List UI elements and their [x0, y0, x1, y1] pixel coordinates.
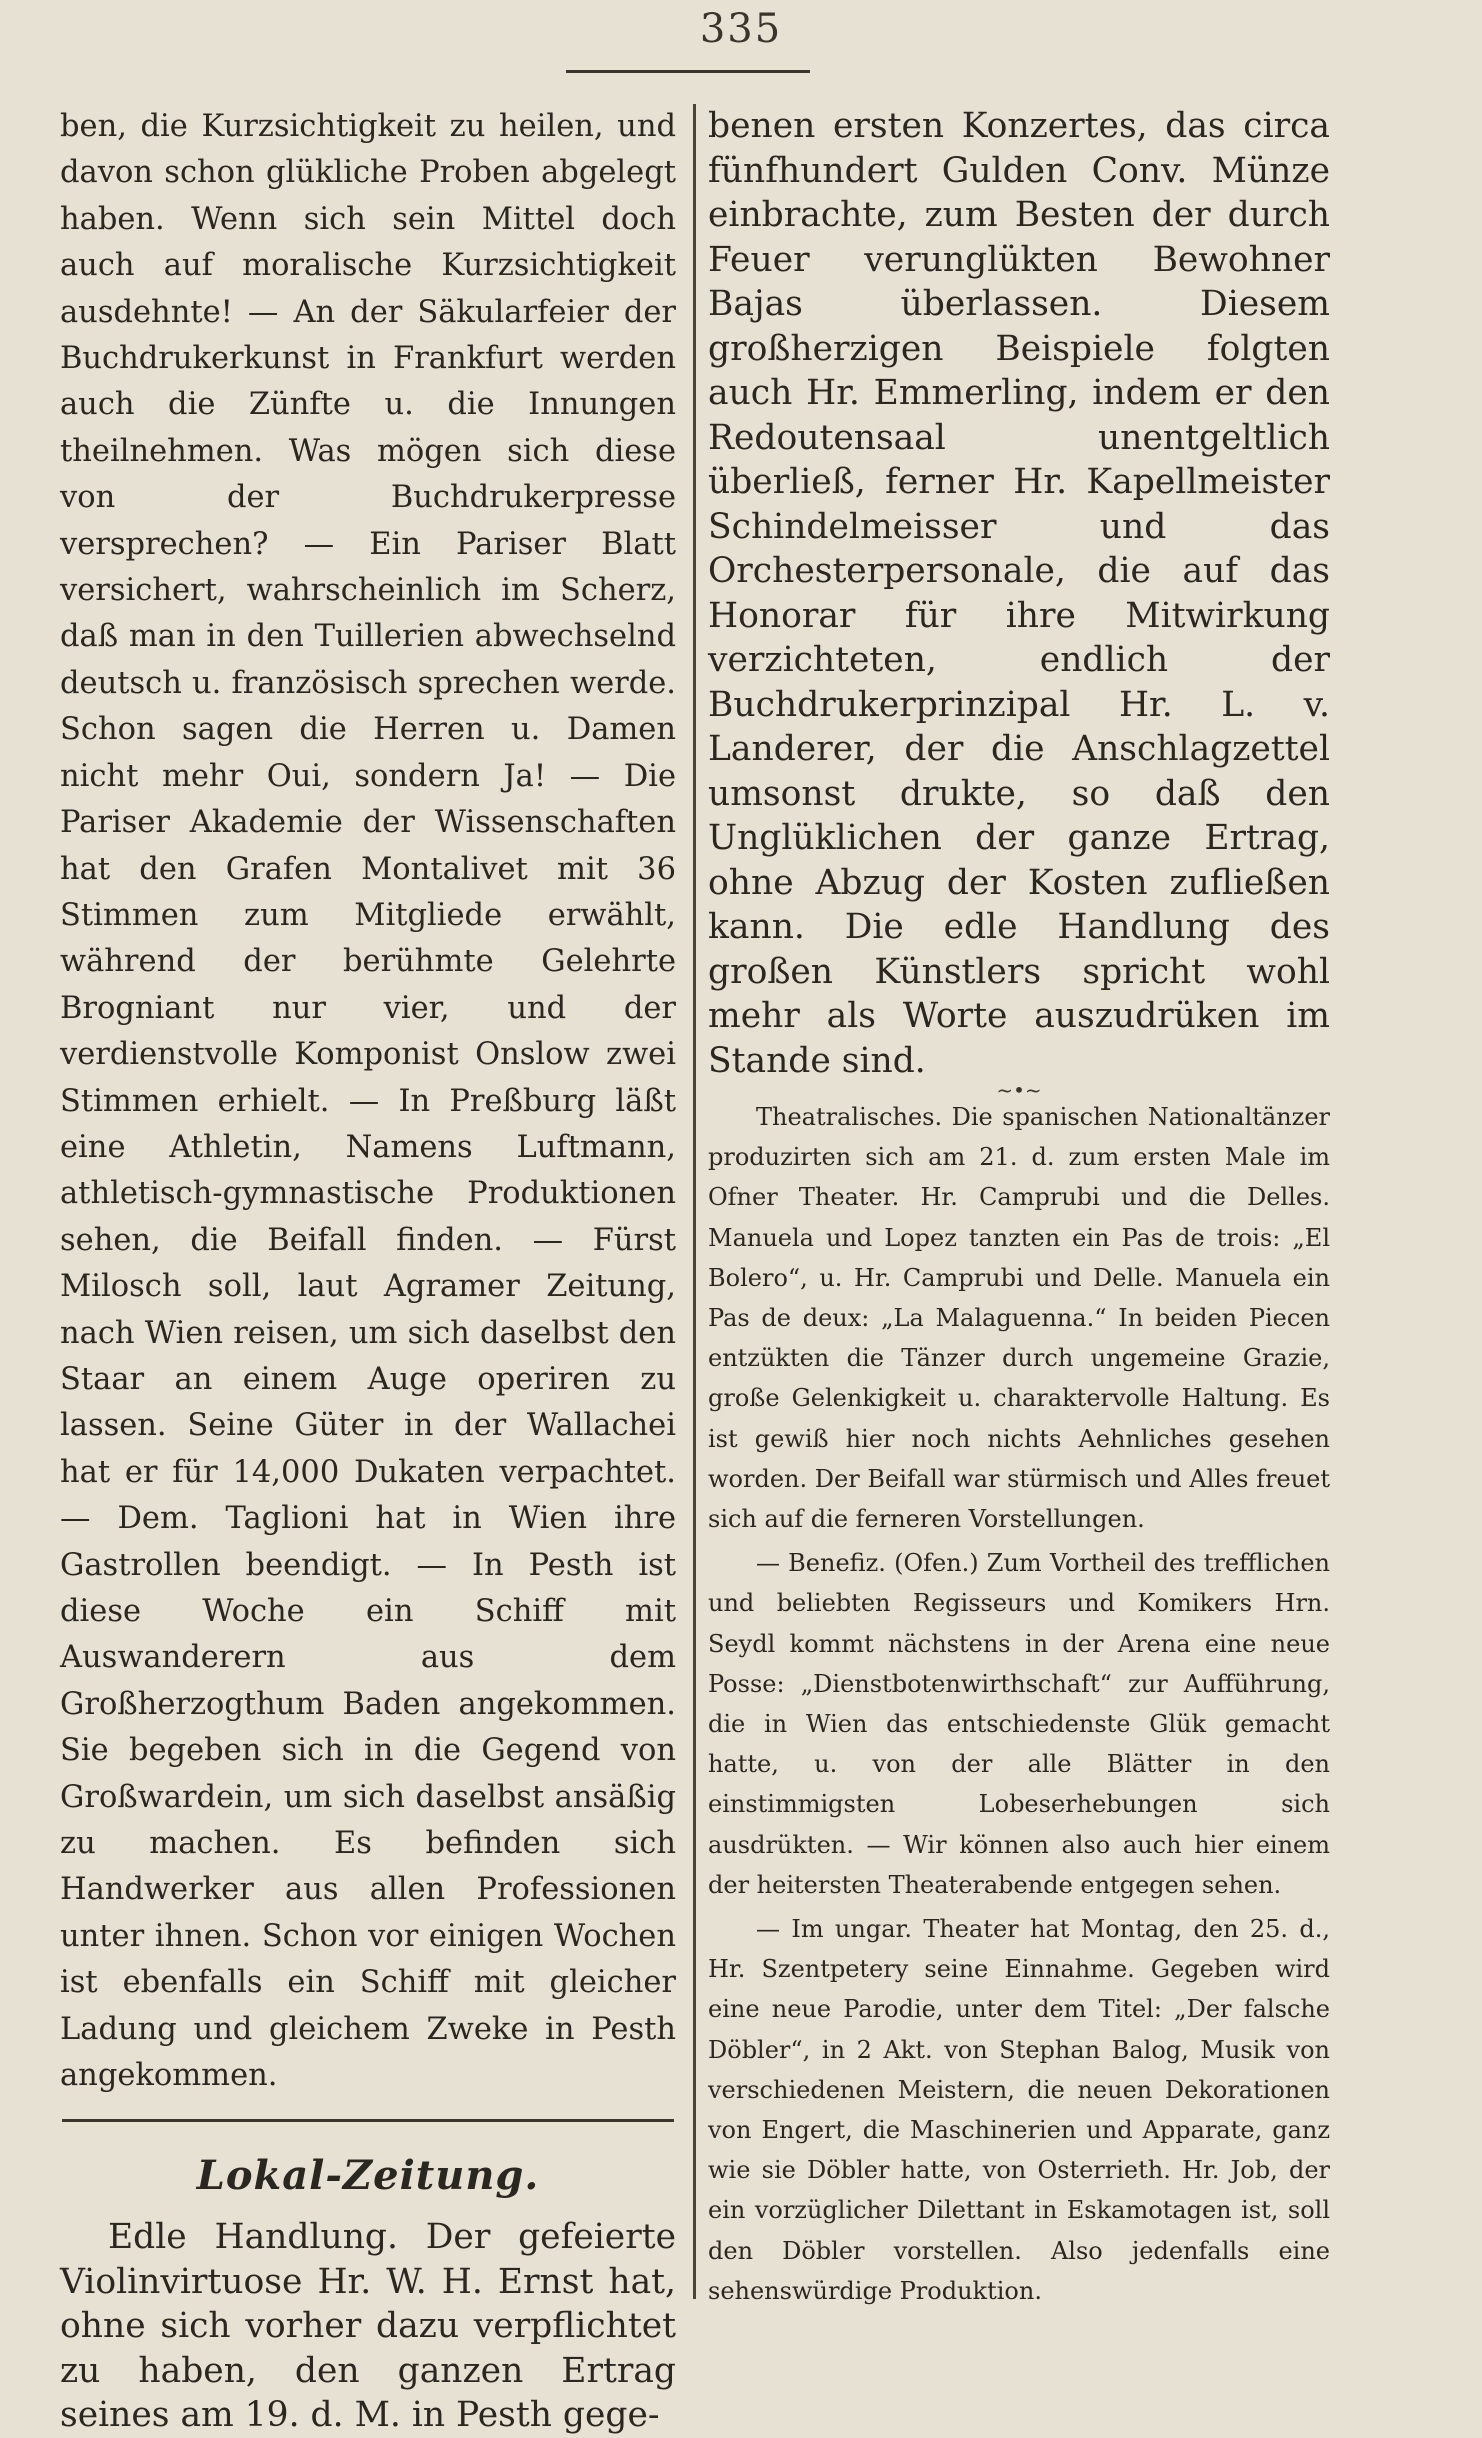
page-number: 335	[699, 6, 783, 52]
header-rule	[566, 70, 810, 73]
article-theatralisches: Theatralisches. Die spanischen Nationaltänzer produzirten sich am 21. d. zum ersten Male im Ofner Theater. Hr. Camprubi und die Delles. Manuela und Lopez tanzten ein Pas de trois: „El Bolero“, u. Hr. Camprubi und Delle. Manuela ein Pas de deux: „La Malaguenna.“ In beiden Piecen entzükten die Tänzer durch ungemeine Grazie, große Gelenkigkeit u. charaktervolle Haltung. Es ist gewiß hier noch nichts Aehnliches gesehen worden. Der Beifall war stürmisch und Alles freuet sich auf die ferneren Vorstellungen.	[708, 1103, 1330, 1534]
column-separator	[693, 104, 696, 2299]
ornament-divider: ~•~	[996, 1078, 1042, 1102]
section-heading-lokal-zeitung: Lokal-Zeitung.	[196, 2152, 540, 2200]
left-column	[60, 104, 676, 2438]
right-column	[708, 104, 1330, 2311]
article-edle-handlung-continued: benen ersten Konzertes, das circa fünfhundert Gulden Conv. Münze einbrachte, zum Besten der durch Feuer verunglükten Bewohner Bajas überlassen. Diesem großherzigen Beispiele folgten auch Hr. Emmerling, indem er den Redoutensaal unentgeltlich überließ, ferner Hr. Kapellmeister Schindelmeisser und das Orchesterpersonale, die auf das Honorar für ihre Mitwirkung verzichteten, endlich der Buchdrukerprinzipal Hr. L. v. Landerer, der die Anschlagzettel umsonst drukte, so daß den Unglüklichen der ganze Ertrag, ohne Abzug der Kosten zufließen kann. Die edle Handlung des großen Künstlers spricht wohl mehr als Worte auszudrüken im Stande sind.	[708, 106, 1330, 1081]
article-ungarisches-theater: — Im ungar. Theater hat Montag, den 25. d., Hr. Szentpetery seine Einnahme. Gegeben wird eine neue Parodie, unter dem Titel: „Der falsche Döbler“, in 2 Akt. von Stephan Balog, Musik von verschiedenen Meistern, die neuen Dekorationen von Engert, die Maschinerien und Apparate, ganz wie sie Döbler hatte, von Osterrieth. Hr. Job, der ein vorzüglicher Dilettant in Eskamotagen ist, soll den Döbler vorstellen. Also jedenfalls eine sehenswürdige Produktion.	[708, 1915, 1330, 2305]
news-paragraph: ben, die Kurzsichtigkeit zu heilen, und davon schon glükliche Proben abgelegt haben. Wenn sich sein Mittel doch auch auf moralische Kurzsichtigkeit ausdehnte! — An der Säkularfeier der Buchdrukerkunst in Frankfurt werden auch die Zünfte u. die Innungen theilnehmen. Was mögen sich diese von der Buchdrukerpresse versprechen? — Ein Pariser Blatt versichert, wahrscheinlich im Scherz, daß man in den Tuillerien abwechselnd deutsch u. französisch sprechen werde. Schon sagen die Herren u. Damen nicht mehr Oui, sondern Ja! — Die Pariser Akademie der Wissenschaften hat den Grafen Montalivet mit 36 Stimmen zum Mitgliede erwählt, während der berühmte Gelehrte Brogniant nur vier, und der verdienstvolle Komponist Onslow zwei Stimmen erhielt. — In Preßburg läßt eine Athletin, Namens Luftmann, athletisch-gymnastische Produktionen sehen, die Beifall finden. — Fürst Milosch soll, laut Agramer Zeitung, nach Wien reisen, um sich daselbst den Staar an einem Auge operiren zu lassen. Seine Güter in der Wallachei hat er für 14,000 Dukaten verpachtet. — Dem. Taglioni hat in Wien ihre Gastrollen beendigt. — In Pesth ist diese Woche ein Schiff mit Auswanderern aus dem Großherzogthum Baden angekommen. Sie begeben sich in die Gegend von Großwardein, um sich daselbst ansäßig zu machen. Es befinden sich Handwerker aus allen Professionen unter ihnen. Schon vor einigen Wochen ist ebenfalls ein Schiff mit gleicher Ladung und gleichem Zweke in Pesth angekommen.	[60, 109, 676, 2094]
article-benefiz: — Benefiz. (Ofen.) Zum Vortheil des trefflichen und beliebten Regisseurs und Komikers Hrn. Seydl kommt nächstens in der Arena eine neue Posse: „Dienstbotenwirthschaft“ zur Aufführung, die in Wien das entschiedenste Glük gemacht hatte, u. von der alle Blätter in den einstimmigsten Lobeserhebungen sich ausdrükten. — Wir können also auch hier einem der heitersten Theaterabende entgegen sehen.	[708, 1549, 1330, 1899]
section-divider	[62, 2119, 674, 2122]
article-edle-handlung-start: Edle Handlung. Der gefeierte Violinvirtuose Hr. W. H. Ernst hat, ohne sich vorher dazu verpflichtet zu haben, den ganzen Ertrag seines am 19. d. M. in Pesth gege-	[60, 2217, 676, 2436]
